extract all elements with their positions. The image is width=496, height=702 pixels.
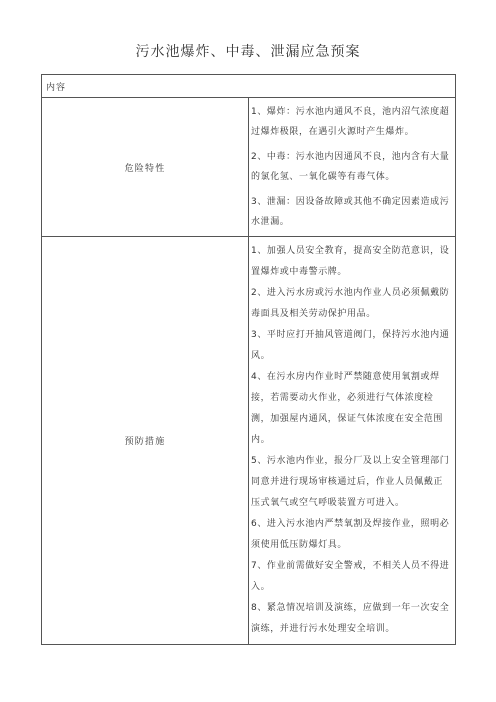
header-cell-content: 内容 — [42, 75, 456, 98]
hazard-item-explosion: 1、爆炸：污水池内通风不良，池内沼气浓度超过爆炸极限，在遇引火源时产生爆炸。 — [251, 107, 450, 137]
prevention-content-cell — [249, 237, 456, 645]
row-label-prevention: 预防措施 — [42, 237, 249, 645]
prevention-item-7: 7、作业前需做好安全警戒，不相关人员不得进入。 — [251, 561, 450, 592]
prevention-item-2: 2、进入污水房或污水池内作业人员必须佩戴防毒面具及相关劳动保护用品。 — [251, 288, 450, 319]
row-label-hazard: 危险特性 — [42, 98, 249, 237]
prevention-item-1: 1、加强人员安全教育，提高安全防范意识，设置爆炸或中毒警示牌。 — [251, 246, 450, 277]
prevention-item-8: 8、紧急情况培训及演练，应做到一年一次安全演练，并进行污水处理安全培训。 — [251, 603, 450, 634]
prevention-item-4: 4、在污水房内作业时严禁随意使用氧割或焊接，若需要动火作业，必须进行气体浓度检测，加强屋内通风，保证气体浓度在安全范围内。 — [251, 372, 444, 445]
table-row-hazard — [42, 98, 456, 237]
document-title: 污水池爆炸、中毒、泄漏应急预案 — [135, 44, 361, 60]
prevention-item-6: 6、进入污水池内严禁氧割及焊接作业，照明必须使用低压防爆灯具。 — [251, 519, 450, 550]
hazard-item-leakage: 3、泄漏：因设备故障或其他不确定因素造成污水泄漏。 — [251, 197, 450, 227]
table-header-row — [42, 75, 456, 98]
prevention-item-3: 3、平时应打开抽风管道阀门，保持污水池内通风。 — [251, 330, 450, 361]
hazard-item-poisoning: 2、中毒：污水池内因通风不良，池内含有大量的氯化氢、一氧化碳等有毒气体。 — [251, 152, 450, 182]
hazard-content-cell — [249, 98, 456, 237]
emergency-plan-table — [41, 74, 456, 645]
prevention-item-5: 5、污水池内作业，报分厂及以上安全管理部门同意并进行现场审核通过后，作业人员佩戴正压式氧气或空气呼吸装置方可进入。 — [251, 456, 450, 508]
table-row-prevention — [42, 237, 456, 645]
